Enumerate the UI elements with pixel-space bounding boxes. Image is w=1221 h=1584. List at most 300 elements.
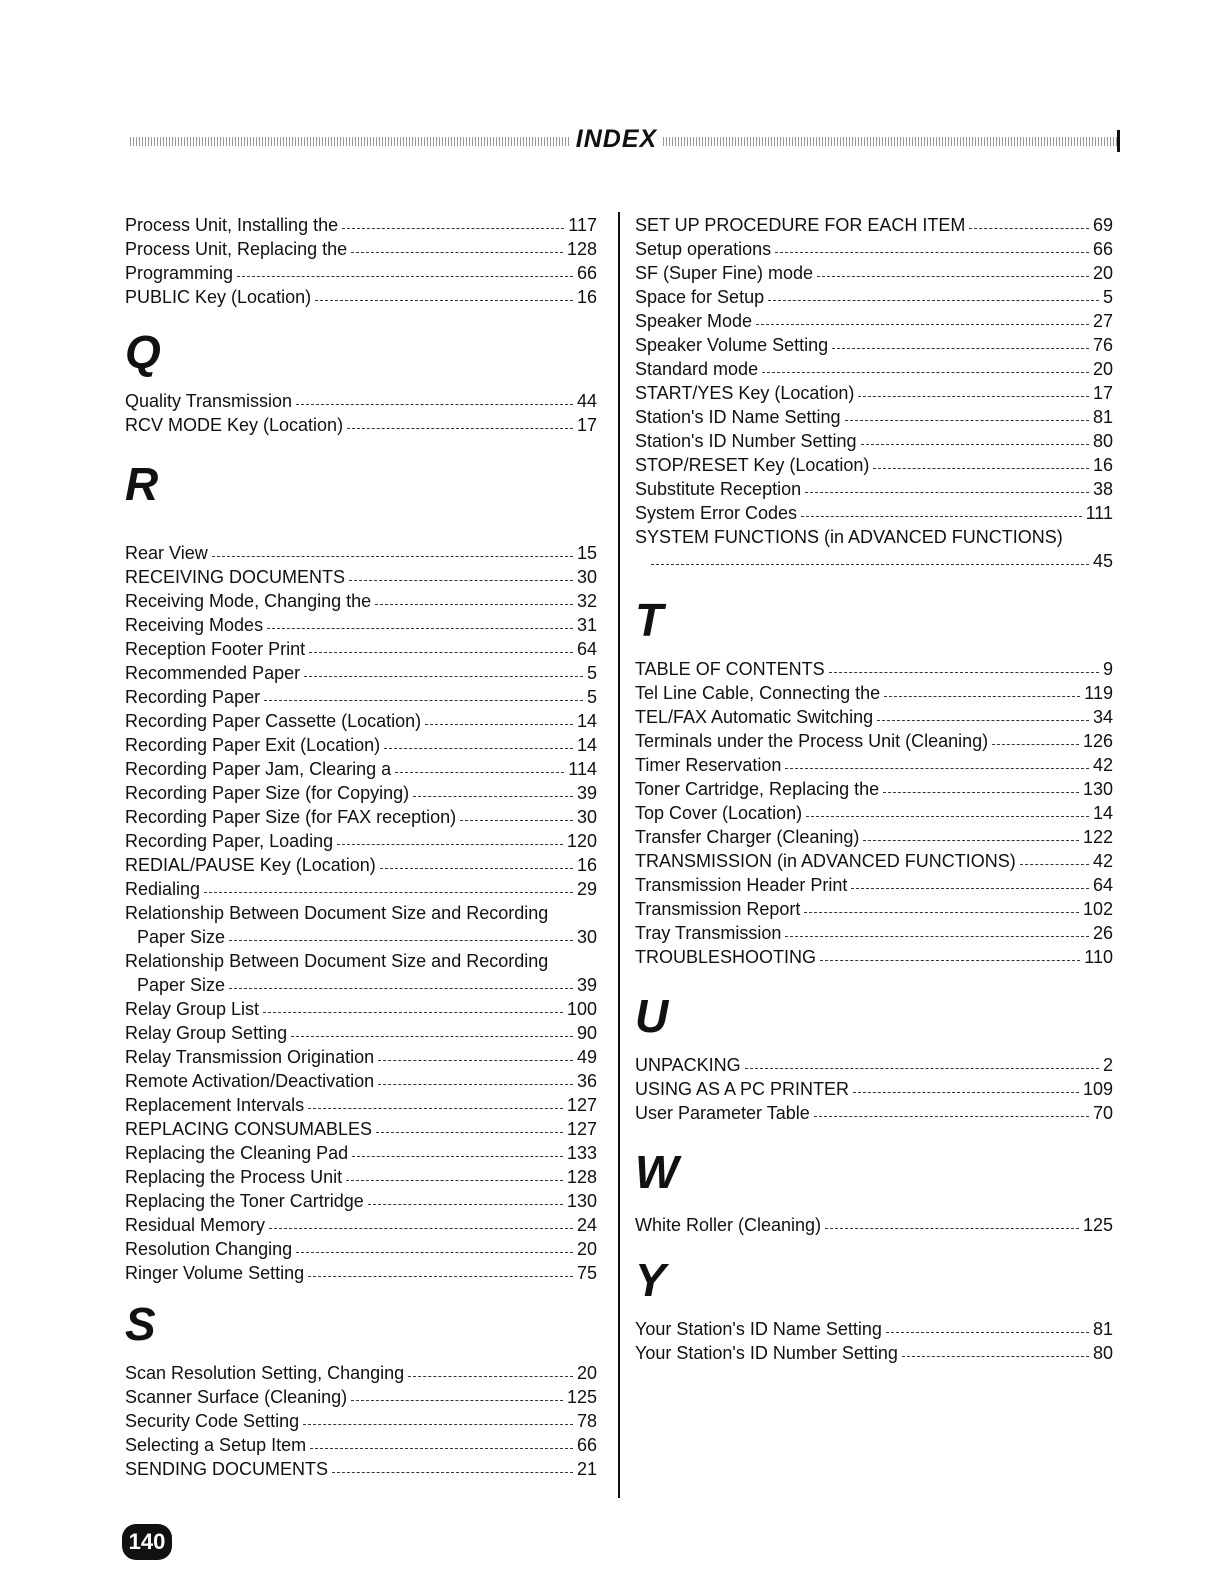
entry-label: Recording Paper Size (for FAX reception) <box>125 807 457 827</box>
entry-page: 66 <box>576 1435 597 1455</box>
entry-label: Transmission Header Print <box>635 875 848 895</box>
entry-page: 20 <box>1092 263 1113 283</box>
entry-label: REPLACING CONSUMABLES <box>125 1119 373 1139</box>
index-entry <box>125 1431 597 1455</box>
leader-dots <box>886 1332 1089 1333</box>
index-entry <box>635 427 1113 451</box>
index-entry <box>125 1067 597 1091</box>
leader-dots <box>378 1084 573 1085</box>
entry-label: Recording Paper Size (for Copying) <box>125 783 410 803</box>
index-entry <box>635 847 1113 871</box>
entry-page: 42 <box>1092 755 1113 775</box>
entry-label: Timer Reservation <box>635 755 782 775</box>
entry-label: SF (Super Fine) mode <box>635 263 814 283</box>
index-entry <box>635 1211 1113 1235</box>
header-rule-right <box>663 137 1117 146</box>
entry-page: 119 <box>1084 683 1113 703</box>
index-entry <box>125 387 597 411</box>
index-entry <box>125 659 597 683</box>
index-entry <box>635 1051 1113 1075</box>
entry-page: 30 <box>576 807 597 827</box>
leader-dots <box>745 1068 1099 1069</box>
entry-page: 111 <box>1085 503 1113 523</box>
leader-dots <box>267 628 573 629</box>
entry-page: 20 <box>1092 359 1113 379</box>
index-entry <box>635 1099 1113 1123</box>
index-entry <box>125 211 597 235</box>
entry-label: Your Station's ID Number Setting <box>635 1343 898 1363</box>
entry-label: Relationship Between Document Size and Recording <box>125 903 549 923</box>
entry-label: SET UP PROCEDURE FOR EACH ITEM <box>635 215 966 235</box>
entry-page: 80 <box>1092 1343 1113 1363</box>
entry-page: 100 <box>566 999 597 1019</box>
leader-dots <box>460 820 573 821</box>
entry-page: 122 <box>1082 827 1113 847</box>
index-entry <box>635 451 1113 475</box>
entry-label: Selecting a Setup Item <box>125 1435 307 1455</box>
entry-label: TRANSMISSION (in ADVANCED FUNCTIONS) <box>635 851 1016 871</box>
index-entry <box>125 235 597 259</box>
leader-dots <box>861 444 1089 445</box>
entry-label: Tray Transmission <box>635 923 782 943</box>
index-entry <box>635 307 1113 331</box>
entry-label: STOP/RESET Key (Location) <box>635 455 870 475</box>
entry-label: Standard mode <box>635 359 759 379</box>
entry-page: 14 <box>1092 803 1113 823</box>
index-entry <box>125 563 597 587</box>
index-entry <box>125 1163 597 1187</box>
index-entry <box>635 211 1113 235</box>
entry-label: Relay Transmission Origination <box>125 1047 375 1067</box>
entry-page: 21 <box>576 1459 597 1479</box>
entry-label: System Error Codes <box>635 503 798 523</box>
entry-label: Top Cover (Location) <box>635 803 803 823</box>
entry-page: 16 <box>576 855 597 875</box>
entry-label: Recording Paper, Loading <box>125 831 334 851</box>
index-entry <box>125 587 597 611</box>
entry-page: 45 <box>1092 551 1113 571</box>
leader-dots <box>378 1060 573 1061</box>
index-entry <box>635 703 1113 727</box>
entry-page: 16 <box>576 287 597 307</box>
page-title: INDEX <box>575 125 658 153</box>
entry-page: 26 <box>1092 923 1113 943</box>
entry-label: Redialing <box>125 879 201 899</box>
entry-page: 64 <box>576 639 597 659</box>
index-entry <box>125 875 597 899</box>
entry-label: Relationship Between Document Size and Recording <box>125 951 549 971</box>
entry-label: Relay Group List <box>125 999 260 1019</box>
index-entry <box>125 259 597 283</box>
leader-dots <box>375 604 573 605</box>
entry-label: Your Station's ID Name Setting <box>635 1319 882 1339</box>
leader-dots <box>820 960 1080 961</box>
leader-dots <box>384 748 573 749</box>
index-entry <box>125 707 597 731</box>
entry-page: 44 <box>576 391 597 411</box>
leader-dots <box>346 1180 563 1181</box>
leader-dots <box>756 324 1089 325</box>
index-entry <box>125 899 597 947</box>
leader-dots <box>308 1276 573 1277</box>
leader-dots <box>851 888 1089 889</box>
entry-label: Replacing the Toner Cartridge <box>125 1191 364 1211</box>
entry-page: 30 <box>576 567 597 587</box>
leader-dots <box>264 700 583 701</box>
entry-page: 32 <box>576 591 597 611</box>
index-entry <box>635 775 1113 799</box>
index-entry <box>635 235 1113 259</box>
entry-page: 24 <box>576 1215 597 1235</box>
entry-page: 102 <box>1082 899 1113 919</box>
leader-dots <box>863 840 1079 841</box>
leader-dots <box>229 940 573 941</box>
entry-label: Space for Setup <box>635 287 765 307</box>
leader-dots <box>969 228 1089 229</box>
entry-label: Reception Footer Print <box>125 639 306 659</box>
entry-label: Security Code Setting <box>125 1411 300 1431</box>
section-letter-u: U <box>635 990 669 1042</box>
index-entry <box>125 1455 597 1479</box>
index-column-right <box>635 211 1113 1363</box>
entry-label: Recording Paper <box>125 687 261 707</box>
entry-page: 130 <box>566 1191 597 1211</box>
entry-group <box>125 211 597 307</box>
section-letter-y: Y <box>635 1254 666 1306</box>
entry-page: 20 <box>576 1363 597 1383</box>
index-entry <box>125 539 597 563</box>
leader-dots <box>805 492 1089 493</box>
entry-page: 81 <box>1092 407 1113 427</box>
index-entry <box>125 1359 597 1383</box>
entry-page: 120 <box>566 831 597 851</box>
leader-dots <box>806 816 1089 817</box>
entry-label: Paper Size <box>137 975 226 995</box>
entry-page: 15 <box>576 543 597 563</box>
index-entry <box>125 1259 597 1283</box>
leader-dots <box>296 404 573 405</box>
index-entry <box>635 751 1113 775</box>
index-entry <box>635 475 1113 499</box>
entry-page: 128 <box>566 239 597 259</box>
entry-page: 75 <box>576 1263 597 1283</box>
index-entry <box>125 411 597 435</box>
page-number-badge: 140 <box>122 1524 172 1560</box>
entry-group <box>125 539 597 899</box>
entry-label: Replacement Intervals <box>125 1095 305 1115</box>
entry-page: 29 <box>576 879 597 899</box>
entry-label: Station's ID Number Setting <box>635 431 857 451</box>
section-letter-s: S <box>125 1298 156 1350</box>
leader-dots <box>352 1156 563 1157</box>
index-entry <box>635 799 1113 823</box>
entry-label: Receiving Modes <box>125 615 264 635</box>
entry-page: 125 <box>1082 1215 1113 1235</box>
entry-label: Remote Activation/Deactivation <box>125 1071 375 1091</box>
leader-dots <box>347 428 573 429</box>
entry-page: 17 <box>1092 383 1113 403</box>
entry-label: Station's ID Name Setting <box>635 407 841 427</box>
entry-label: RCV MODE Key (Location) <box>125 415 344 435</box>
entry-page: 39 <box>576 975 597 995</box>
leader-dots <box>1020 864 1089 865</box>
entry-label: Scan Resolution Setting, Changing <box>125 1363 405 1383</box>
index-entry <box>125 995 597 1019</box>
index-entry <box>125 1235 597 1259</box>
index-entry <box>635 679 1113 703</box>
leader-dots <box>832 348 1089 349</box>
index-entry <box>635 1315 1113 1339</box>
entry-label: SENDING DOCUMENTS <box>125 1459 329 1479</box>
entry-label: TABLE OF CONTENTS <box>635 659 825 679</box>
entry-group <box>125 1359 597 1479</box>
entry-page: 117 <box>568 215 597 235</box>
index-entry <box>635 871 1113 895</box>
index-entry <box>635 1339 1113 1363</box>
entry-page: 133 <box>566 1143 597 1163</box>
index-entry <box>635 331 1113 355</box>
index-entry <box>635 499 1113 523</box>
entry-page: 31 <box>576 615 597 635</box>
entry-page: 9 <box>1102 659 1113 679</box>
leader-dots <box>413 796 573 797</box>
leader-dots <box>801 516 1082 517</box>
leader-dots <box>296 1252 573 1253</box>
leader-dots <box>269 1228 573 1229</box>
leader-dots <box>902 1356 1089 1357</box>
leader-dots <box>332 1472 573 1473</box>
entry-group <box>635 211 1113 523</box>
leader-dots <box>303 1424 573 1425</box>
entry-page: 90 <box>576 1023 597 1043</box>
section-letter-q: Q <box>125 326 161 378</box>
entry-group <box>125 387 597 435</box>
entry-page: 109 <box>1082 1079 1113 1099</box>
index-entry <box>125 1019 597 1043</box>
entry-group <box>635 655 1113 967</box>
entry-label: Substitute Reception <box>635 479 802 499</box>
leader-dots <box>237 276 573 277</box>
index-entry <box>125 635 597 659</box>
index-entry <box>125 1211 597 1235</box>
entry-label: Residual Memory <box>125 1215 266 1235</box>
leader-dots <box>775 252 1089 253</box>
entry-label: Terminals under the Process Unit (Cleaning) <box>635 731 989 751</box>
entry-label: Recommended Paper <box>125 663 301 683</box>
entry-label: Receiving Mode, Changing the <box>125 591 372 611</box>
index-entry <box>635 523 1113 571</box>
entry-page: 16 <box>1092 455 1113 475</box>
index-entry <box>125 1139 597 1163</box>
leader-dots <box>768 300 1099 301</box>
leader-dots <box>408 1376 573 1377</box>
header-end-bar <box>1117 130 1120 152</box>
leader-dots <box>291 1036 573 1037</box>
entry-label: START/YES Key (Location) <box>635 383 855 403</box>
leader-dots <box>309 652 573 653</box>
entry-page: 5 <box>1102 287 1113 307</box>
entry-page: 80 <box>1092 431 1113 451</box>
index-entry <box>635 1075 1113 1099</box>
index-column-left <box>125 211 597 1479</box>
entry-label: Toner Cartridge, Replacing the <box>635 779 880 799</box>
leader-dots <box>883 792 1079 793</box>
entry-label: White Roller (Cleaning) <box>635 1215 822 1235</box>
leader-dots <box>263 1012 563 1013</box>
entry-label: Recording Paper Exit (Location) <box>125 735 381 755</box>
entry-page: 127 <box>566 1095 597 1115</box>
entry-label: Scanner Surface (Cleaning) <box>125 1387 348 1407</box>
leader-dots <box>376 1132 563 1133</box>
leader-dots <box>877 720 1089 721</box>
entry-page: 81 <box>1092 1319 1113 1339</box>
index-entry <box>635 943 1113 967</box>
leader-dots <box>212 556 573 557</box>
column-divider <box>618 212 620 1498</box>
leader-dots <box>992 744 1079 745</box>
entry-page: 64 <box>1092 875 1113 895</box>
index-entry <box>635 403 1113 427</box>
leader-dots <box>873 468 1089 469</box>
entry-page: 78 <box>576 1411 597 1431</box>
header-rule-left <box>130 137 570 146</box>
entry-page: 5 <box>586 663 597 683</box>
entry-page: 36 <box>576 1071 597 1091</box>
leader-dots <box>337 844 563 845</box>
entry-label: UNPACKING <box>635 1055 741 1075</box>
leader-dots <box>884 696 1080 697</box>
entry-label: Tel Line Cable, Connecting the <box>635 683 881 703</box>
leader-dots <box>380 868 573 869</box>
index-entry <box>125 851 597 875</box>
entry-label: Speaker Mode <box>635 311 753 331</box>
entry-label: SYSTEM FUNCTIONS (in ADVANCED FUNCTIONS) <box>635 527 1063 547</box>
index-entry <box>125 827 597 851</box>
leader-dots <box>829 672 1099 673</box>
entry-page: 14 <box>576 711 597 731</box>
entry-label: Programming <box>125 263 234 283</box>
entry-page: 14 <box>576 735 597 755</box>
index-entry <box>635 823 1113 847</box>
entry-page: 66 <box>576 263 597 283</box>
entry-page: 2 <box>1102 1055 1113 1075</box>
entry-page: 114 <box>568 759 597 779</box>
index-entry <box>635 379 1113 403</box>
entry-page: 127 <box>566 1119 597 1139</box>
leader-dots <box>858 396 1089 397</box>
entry-group <box>125 995 597 1283</box>
leader-dots <box>817 276 1089 277</box>
index-entry <box>125 283 597 307</box>
entry-group <box>635 1051 1113 1123</box>
leader-dots <box>804 912 1079 913</box>
entry-label: TEL/FAX Automatic Switching <box>635 707 874 727</box>
entry-label: Speaker Volume Setting <box>635 335 829 355</box>
entry-page: 128 <box>566 1167 597 1187</box>
entry-page: 69 <box>1092 215 1113 235</box>
entry-label: Process Unit, Replacing the <box>125 239 348 259</box>
entry-page: 70 <box>1092 1103 1113 1123</box>
leader-dots <box>762 372 1089 373</box>
entry-group <box>635 1211 1113 1235</box>
entry-page: 20 <box>576 1239 597 1259</box>
entry-label: Recording Paper Cassette (Location) <box>125 711 422 731</box>
entry-page: 5 <box>586 687 597 707</box>
leader-dots <box>814 1116 1089 1117</box>
entry-label: USING AS A PC PRINTER <box>635 1079 850 1099</box>
entry-page: 130 <box>1082 779 1113 799</box>
entry-label: Resolution Changing <box>125 1239 293 1259</box>
entry-label: Replacing the Process Unit <box>125 1167 343 1187</box>
entry-page: 34 <box>1092 707 1113 727</box>
index-entry <box>125 683 597 707</box>
index-entry <box>635 919 1113 943</box>
entry-page: 27 <box>1092 311 1113 331</box>
leader-dots <box>825 1228 1079 1229</box>
entry-label: Transmission Report <box>635 899 801 919</box>
index-entry <box>125 611 597 635</box>
leader-dots <box>342 228 564 229</box>
leader-dots <box>351 252 563 253</box>
entry-label: Process Unit, Installing the <box>125 215 339 235</box>
index-entry <box>125 947 597 995</box>
index-entry <box>635 727 1113 751</box>
entry-page: 39 <box>576 783 597 803</box>
index-entry <box>125 1091 597 1115</box>
entry-page: 49 <box>576 1047 597 1067</box>
leader-dots <box>315 300 573 301</box>
leader-dots <box>351 1400 563 1401</box>
index-entry <box>125 1383 597 1407</box>
leader-dots <box>310 1448 573 1449</box>
entry-label: Relay Group Setting <box>125 1023 288 1043</box>
index-entry <box>635 283 1113 307</box>
entry-label: PUBLIC Key (Location) <box>125 287 312 307</box>
index-entry <box>635 259 1113 283</box>
leader-dots <box>651 564 1089 565</box>
leader-dots <box>853 1092 1079 1093</box>
section-letter-t: T <box>635 594 664 646</box>
leader-dots <box>229 988 573 989</box>
index-entry <box>125 779 597 803</box>
entry-label: TROUBLESHOOTING <box>635 947 817 967</box>
entry-page: 17 <box>576 415 597 435</box>
entry-page: 38 <box>1092 479 1113 499</box>
index-entry <box>125 1043 597 1067</box>
entry-label: RECEIVING DOCUMENTS <box>125 567 346 587</box>
index-entry <box>635 655 1113 679</box>
entry-label: REDIAL/PAUSE Key (Location) <box>125 855 376 875</box>
leader-dots <box>425 724 573 725</box>
entry-label: Setup operations <box>635 239 772 259</box>
leader-dots <box>349 580 573 581</box>
entry-group <box>635 1315 1113 1363</box>
section-letter-w: W <box>635 1146 679 1198</box>
leader-dots <box>785 768 1089 769</box>
index-entry <box>125 755 597 779</box>
section-letter-r: R <box>125 458 159 510</box>
leader-dots <box>395 772 564 773</box>
index-entry <box>125 731 597 755</box>
entry-label: Rear View <box>125 543 208 563</box>
entry-label: Transfer Charger (Cleaning) <box>635 827 860 847</box>
leader-dots <box>304 676 583 677</box>
entry-label: Replacing the Cleaning Pad <box>125 1143 349 1163</box>
entry-page: 30 <box>576 927 597 947</box>
entry-label: Quality Transmission <box>125 391 293 411</box>
entry-label: Ringer Volume Setting <box>125 1263 305 1283</box>
entry-page: 126 <box>1082 731 1113 751</box>
